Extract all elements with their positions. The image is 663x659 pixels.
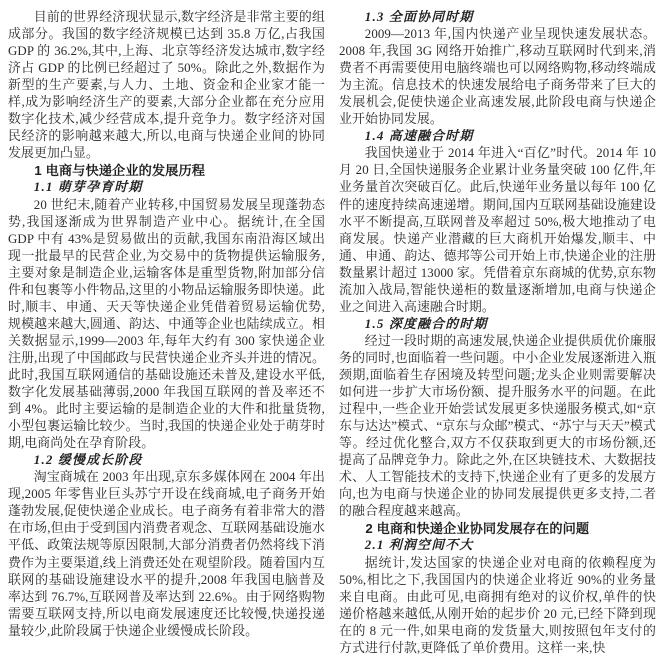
section-2-heading: 2 电商和快递企业协同发展存在的问题	[365, 521, 590, 537]
section-1-heading: 1 电商与快递企业的发展历程	[34, 163, 206, 179]
subsection-2-1-heading: 2.1 利润空间不大	[364, 538, 474, 553]
subsection-1-5-heading: 1.5 深度融合的时期	[364, 316, 488, 331]
intro-paragraph: 目前的世界经济现状显示,数字经济是非常主要的组成部分。我国的数字经济规模已达到 35.8 万亿,占我国 GDP 的 36.2%,其中,上海、北京等经济发达城市,数字经济占 GDP 的比例已经超过了 50%。除此之外,数据作为新型的生产要素,与人力、土地、资金和企业家才能一样,成为影响经济生产的要素,大部分企业都在充分应用数字化技术,减少经营成本,提升竞争力。数字经济对国民经济的影响越来越大,所以,电商与快递企业间的协同发展更加凸显。	[8, 10, 325, 161]
subsection-2-1-paragraph: 据统计,发达国家的快递企业对电商的依赖程度为 50%,相比之下,我国国内的快递企业将近 90%的业务量来自电商。由此可见,电商拥有绝对的议价权,单件的快递价格越来越低,从刚开始的起步价 20 元,已经下降到现在的 8 元一件,如果电商的发货量大,则按照包年支付的方式进行付款,更降低了单价费用。这样一来,快	[339, 555, 656, 655]
left-column	[8, 9, 325, 659]
subsection-1-1-heading: 1.1 萌芽孕育时期	[33, 180, 143, 195]
subsection-1-3-paragraph: 2009—2013 年,国内快递产业呈现快速发展状态。2008 年,我国 3G 网络开始推广,移动互联网时代到来,消费者不再需要使用电脑终端也可以网络购物,移动终端成为主流。信息技术的快速发展给电子商务带来了巨大的发展机会,促使快递企业高速发展,此阶段电商与快递企业开始协同发展。	[339, 27, 656, 127]
subsection-1-3-heading: 1.3 全面协同时期	[364, 10, 474, 24]
subsection-1-5-paragraph: 经过一段时期的高速发展,快递企业提供质优价廉服务的同时,也面临着一些问题。中小企业发展逐渐进入瓶颈期,面临着生存困境及转型问题;龙头企业则需要解决如何进一步扩大市场份额、提升服务水平的问题。在此过程中,一些企业开始尝试发展更多快递服务模式,如“京东与达达”模式、“京东与众邮”模式、“苏宁与天天”模式等。经过优化整合,双方不仅获取到更大的市场份额,还提高了品牌竞争力。除此之外,在区块链技术、大数据技术、人工智能技术的支持下,快递企业有了更多的发展方向,也为电商与快递企业的协同发展提供更多支持,二者的融合程度越来越高。	[339, 333, 656, 519]
subsection-1-1-paragraph: 20 世纪末,随着产业转移,中国贸易发展呈现蓬勃态势,我国逐渐成为世界制造产业中心。据统计,在全国 GDP 中有 43%是贸易做出的贡献,我国东南沿海区域出现一批最早的民营企业,为交易中的货物提供运输服务,主要对象是制造企业,运输客体是重型货物,附加部分信件和包裹等小件物品,这里的小物品运输服务即快递。此时,顺丰、申通、天天等快递企业凭借着贸易运输优势,规模越来越大,圆通、韵达、中通等企业也陆续成立。相关数据显示,1999—2003 年,每年大约有 300 家快递企业注册,出现了中国邮政与民营快递企业齐头并进的情况。此时,我国互联网通信的基础设施还未普及,建设水平低,数字化发展基础薄弱,2000 年我国互联网的普及率还不到 4%。此时主要运输的是制造企业的大件和批量货物,小型包裹运输比较少。当时,我国的快递企业处于萌芽时期,电商尚处在孕育阶段。	[8, 197, 325, 451]
subsection-1-4-paragraph: 我国快递业于 2014 年进入“百亿”时代。2014 年 10 月 20 日,全国快递服务企业累计业务量突破 100 亿件,年业务量首次突破百亿。此后,快递年业务量以每年 100 亿件的速度持续高速递增。期间,国内互联网基础设施建设水平不断提高,互联网普及率超过 50%,极大地推动了电商发展。快递产业潜藏的巨大商机开始爆发,顺丰、中通、申通、韵达、德邦等公司开始上市,快递企业的注册数量累计超过 13000 家。凭借着京东商城的优势,京东物流加入战局,智能快递柜的数量逐渐增加,电商与快递企业之间进入高速融合时期。	[339, 146, 656, 314]
subsection-1-4-heading: 1.4 高速融合时期	[364, 129, 474, 144]
subsection-1-2-paragraph: 淘宝商城在 2003 年出现,京东多媒体网在 2004 年出现,2005 年零售业巨头苏宁开设在线商城,电子商务开始蓬勃发展,促使快递企业成长。电子商务有着非常大的潜在市场,但由于受到国内消费者观念、互联网基础设施水平低、政策法规等原因限制,大部分消费者仍然将线下消费作为主要渠道,线上消费还处在观望阶段。随着国内互联网的基础设施建设水平的提升,2008 年我国电脑普及率达到 76.7%,互联网普及率达到 22.6%。由于网络购物需要互联网支持,所以电商发展速度还比较慢,快递投递量较少,此阶段属于快递企业缓慢成长阶段。	[8, 470, 325, 638]
right-column	[339, 9, 656, 659]
subsection-1-2-heading: 1.2 缓慢成长阶段	[33, 453, 143, 468]
